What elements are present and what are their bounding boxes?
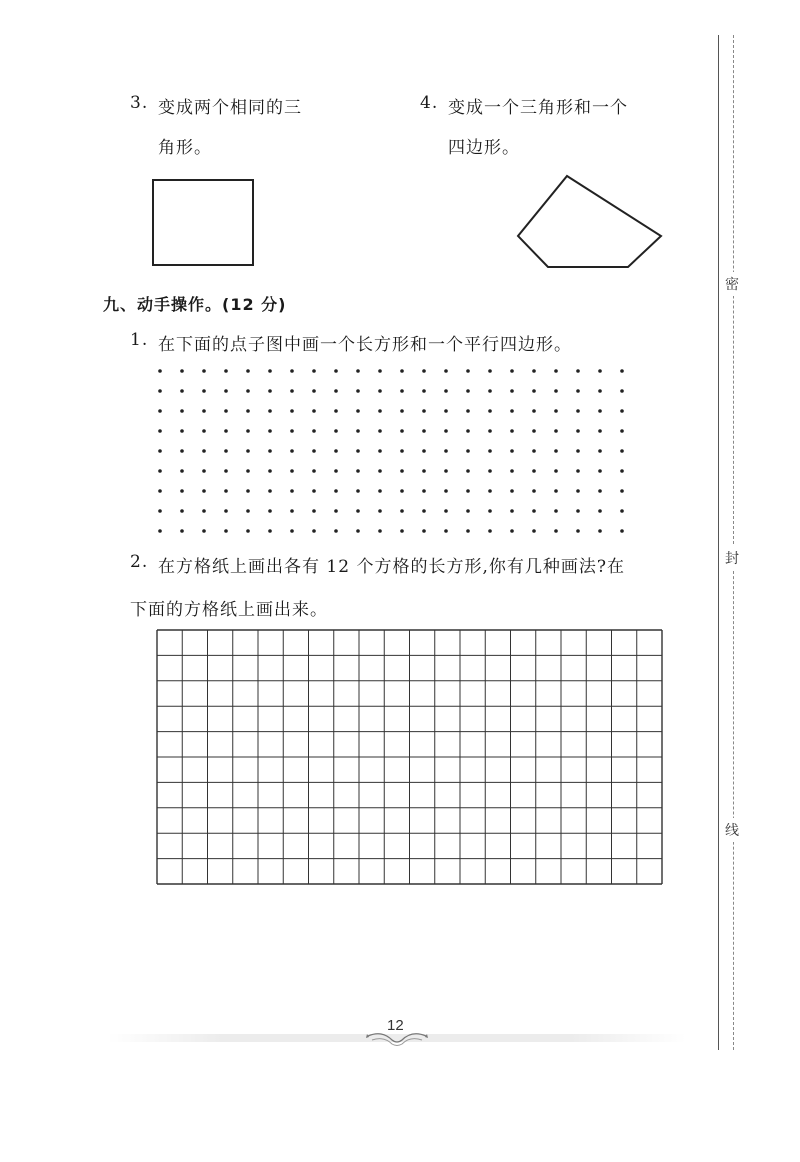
grid-dot <box>224 489 228 493</box>
grid-dot <box>378 489 382 493</box>
page-number: 12 <box>387 1017 404 1034</box>
grid-dot <box>510 429 514 433</box>
grid-dot <box>378 429 382 433</box>
grid-dot <box>532 369 536 373</box>
grid-dot <box>532 509 536 513</box>
grid-dot <box>422 489 426 493</box>
grid-dot <box>422 529 426 533</box>
task-1-text: 在下面的点子图中画一个长方形和一个平行四边形。 <box>158 335 572 355</box>
grid-dot <box>400 469 404 473</box>
grid-dot <box>334 449 338 453</box>
grid-dot <box>554 389 558 393</box>
grid-dot <box>158 469 162 473</box>
grid-dot <box>554 509 558 513</box>
grid-dot <box>532 529 536 533</box>
dot-grid <box>150 362 635 540</box>
grid-dot <box>268 369 272 373</box>
grid-dot <box>356 529 360 533</box>
grid-dot <box>378 509 382 513</box>
grid-dot <box>532 389 536 393</box>
grid-dot <box>246 529 250 533</box>
grid-dot <box>400 529 404 533</box>
grid-dot <box>488 529 492 533</box>
grid-dot <box>488 449 492 453</box>
grid-dot <box>488 509 492 513</box>
grid-dot <box>554 469 558 473</box>
grid-dot <box>356 469 360 473</box>
grid-dot <box>510 409 514 413</box>
binding-char-feng: 封 <box>725 546 739 570</box>
grid-dot <box>356 369 360 373</box>
grid-dot <box>202 469 206 473</box>
grid-dot <box>598 369 602 373</box>
grid-dot <box>246 429 250 433</box>
grid-dot <box>180 409 184 413</box>
grid-dot <box>158 409 162 413</box>
grid-dot <box>290 369 294 373</box>
grid-dot <box>576 389 580 393</box>
grid-dot <box>488 369 492 373</box>
grid-dot <box>400 429 404 433</box>
grid-dot <box>422 449 426 453</box>
grid-dot <box>158 529 162 533</box>
question-4-number: 4. <box>420 93 439 113</box>
grid-dot <box>466 529 470 533</box>
binding-char-mi: 密 <box>725 272 739 296</box>
grid-dot <box>246 409 250 413</box>
grid-dot <box>620 509 624 513</box>
grid-dot <box>466 449 470 453</box>
grid-dot <box>246 489 250 493</box>
grid-dot <box>334 489 338 493</box>
grid-dot <box>532 429 536 433</box>
grid-dot <box>576 369 580 373</box>
grid-dot <box>224 429 228 433</box>
grid-dot <box>620 369 624 373</box>
grid-dot <box>224 409 228 413</box>
grid-dot <box>334 409 338 413</box>
grid-dot <box>290 449 294 453</box>
grid-dot <box>466 489 470 493</box>
grid-dot <box>510 369 514 373</box>
grid-dot <box>554 369 558 373</box>
grid-dot <box>356 429 360 433</box>
grid-dot <box>400 409 404 413</box>
grid-dot <box>620 489 624 493</box>
grid-dot <box>466 389 470 393</box>
grid-dot <box>246 389 250 393</box>
grid-dot <box>554 429 558 433</box>
grid-dot <box>334 509 338 513</box>
grid-dot <box>290 389 294 393</box>
grid-dot <box>312 369 316 373</box>
grid-dot <box>224 529 228 533</box>
grid-dot <box>422 369 426 373</box>
grid-dot <box>444 389 448 393</box>
grid-dot <box>576 409 580 413</box>
grid-dot <box>180 469 184 473</box>
grid-dot <box>510 469 514 473</box>
grid-dot <box>576 449 580 453</box>
grid-dot <box>422 409 426 413</box>
grid-dot <box>422 469 426 473</box>
grid-dot <box>334 429 338 433</box>
grid-dot <box>202 509 206 513</box>
grid-dot <box>180 389 184 393</box>
grid-dot <box>488 489 492 493</box>
question-3-line1: 变成两个相同的三 <box>158 98 302 118</box>
question-4-line1: 变成一个三角形和一个 <box>448 98 628 118</box>
grid-dot <box>378 389 382 393</box>
binding-solid-line <box>718 35 719 1050</box>
grid-dot <box>620 429 624 433</box>
grid-dot <box>444 429 448 433</box>
grid-dot <box>466 509 470 513</box>
grid-dot <box>620 449 624 453</box>
grid-dot <box>378 369 382 373</box>
grid-dot <box>312 529 316 533</box>
grid-dot <box>334 389 338 393</box>
grid-dot <box>356 509 360 513</box>
grid-dot <box>532 489 536 493</box>
grid-dot <box>268 469 272 473</box>
grid-dot <box>554 409 558 413</box>
grid-dot <box>224 509 228 513</box>
grid-dot <box>334 529 338 533</box>
grid-dot <box>202 529 206 533</box>
grid-dot <box>224 389 228 393</box>
grid-dot <box>488 429 492 433</box>
grid-dot <box>180 449 184 453</box>
grid-dot <box>620 389 624 393</box>
grid-dot <box>268 449 272 453</box>
grid-dot <box>356 449 360 453</box>
task-1-number: 1. <box>130 330 149 350</box>
grid-dot <box>488 469 492 473</box>
grid-dot <box>224 369 228 373</box>
grid-dot <box>510 489 514 493</box>
question-4-line2: 四边形。 <box>448 138 520 158</box>
grid-dot <box>158 429 162 433</box>
grid-dot <box>598 449 602 453</box>
grid-dot <box>158 369 162 373</box>
grid-dot <box>554 449 558 453</box>
grid-dot <box>158 389 162 393</box>
grid-dot <box>598 469 602 473</box>
grid-dot <box>268 509 272 513</box>
grid-dot <box>290 509 294 513</box>
grid-dot <box>312 409 316 413</box>
grid-dot <box>488 409 492 413</box>
grid-dot <box>576 469 580 473</box>
grid-dot <box>312 389 316 393</box>
grid-dot <box>598 509 602 513</box>
grid-dot <box>268 409 272 413</box>
grid-dot <box>532 409 536 413</box>
grid-dot <box>510 449 514 453</box>
grid-dot <box>180 489 184 493</box>
question-3-number: 3. <box>130 93 149 113</box>
grid-dot <box>356 389 360 393</box>
grid-dot <box>290 489 294 493</box>
grid-dot <box>312 469 316 473</box>
square-shape <box>152 179 254 266</box>
grid-dot <box>268 429 272 433</box>
grid-dot <box>444 489 448 493</box>
question-3-line2: 角形。 <box>158 138 212 158</box>
task-2-line1: 在方格纸上画出各有 12 个方格的长方形,你有几种画法?在 <box>158 557 625 577</box>
grid-dot <box>466 409 470 413</box>
pentagon-shape <box>510 170 670 275</box>
grid-dot <box>312 489 316 493</box>
grid-dot <box>576 489 580 493</box>
grid-dot <box>180 509 184 513</box>
task-2-number: 2. <box>130 552 149 572</box>
grid-dot <box>444 509 448 513</box>
grid-dot <box>378 449 382 453</box>
grid-dot <box>268 389 272 393</box>
grid-dot <box>246 469 250 473</box>
grid-dot <box>400 389 404 393</box>
grid-dot <box>422 389 426 393</box>
grid-dot <box>202 489 206 493</box>
grid-dot <box>576 529 580 533</box>
grid-dot <box>620 409 624 413</box>
grid-dot <box>532 449 536 453</box>
grid-dot <box>400 489 404 493</box>
grid-dot <box>598 389 602 393</box>
grid-dot <box>466 469 470 473</box>
grid-dot <box>400 369 404 373</box>
grid-dot <box>554 529 558 533</box>
grid-dot <box>334 469 338 473</box>
grid-dot <box>466 429 470 433</box>
grid-dot <box>202 429 206 433</box>
grid-dot <box>422 509 426 513</box>
grid-dot <box>246 449 250 453</box>
grid-dot <box>180 369 184 373</box>
grid-dot <box>444 469 448 473</box>
grid-dot <box>444 529 448 533</box>
grid-dot <box>510 389 514 393</box>
grid-dot <box>202 409 206 413</box>
grid-dot <box>400 509 404 513</box>
grid-dot <box>290 429 294 433</box>
grid-dot <box>202 369 206 373</box>
grid-dot <box>576 429 580 433</box>
grid-dot <box>246 369 250 373</box>
grid-dot <box>532 469 536 473</box>
grid-dot <box>510 529 514 533</box>
grid-dot <box>378 469 382 473</box>
grid-dot <box>334 369 338 373</box>
grid-dot <box>378 409 382 413</box>
binding-margin <box>712 35 752 1050</box>
task-2-line2: 下面的方格纸上画出来。 <box>130 600 328 620</box>
grid-dot <box>290 529 294 533</box>
grid-dot <box>158 489 162 493</box>
square-grid <box>156 629 664 886</box>
grid-dot <box>378 529 382 533</box>
grid-dot <box>598 409 602 413</box>
grid-dot <box>268 489 272 493</box>
grid-dot <box>180 429 184 433</box>
grid-dot <box>400 449 404 453</box>
grid-dot <box>444 369 448 373</box>
grid-dot <box>312 449 316 453</box>
grid-dot <box>466 369 470 373</box>
grid-dot <box>488 389 492 393</box>
grid-dot <box>598 429 602 433</box>
grid-dot <box>290 409 294 413</box>
grid-dot <box>620 469 624 473</box>
grid-dot <box>202 449 206 453</box>
grid-dot <box>246 509 250 513</box>
grid-dot <box>620 529 624 533</box>
binding-dotted-line <box>733 35 734 1050</box>
grid-dot <box>290 469 294 473</box>
grid-dot <box>554 489 558 493</box>
grid-dot <box>576 509 580 513</box>
grid-dot <box>598 489 602 493</box>
grid-dot <box>202 389 206 393</box>
grid-dot <box>356 489 360 493</box>
grid-dot <box>510 509 514 513</box>
grid-dot <box>180 529 184 533</box>
grid-dot <box>224 469 228 473</box>
grid-dot <box>598 529 602 533</box>
grid-dot <box>356 409 360 413</box>
grid-dot <box>444 449 448 453</box>
grid-dot <box>422 429 426 433</box>
grid-dot <box>268 529 272 533</box>
grid-dot <box>158 449 162 453</box>
grid-dot <box>444 409 448 413</box>
grid-dot <box>312 429 316 433</box>
binding-char-xian: 线 <box>725 818 739 842</box>
grid-dot <box>158 509 162 513</box>
grid-dot <box>224 449 228 453</box>
grid-dot <box>312 509 316 513</box>
section-9-heading: 九、动手操作。(12 分) <box>103 295 287 314</box>
